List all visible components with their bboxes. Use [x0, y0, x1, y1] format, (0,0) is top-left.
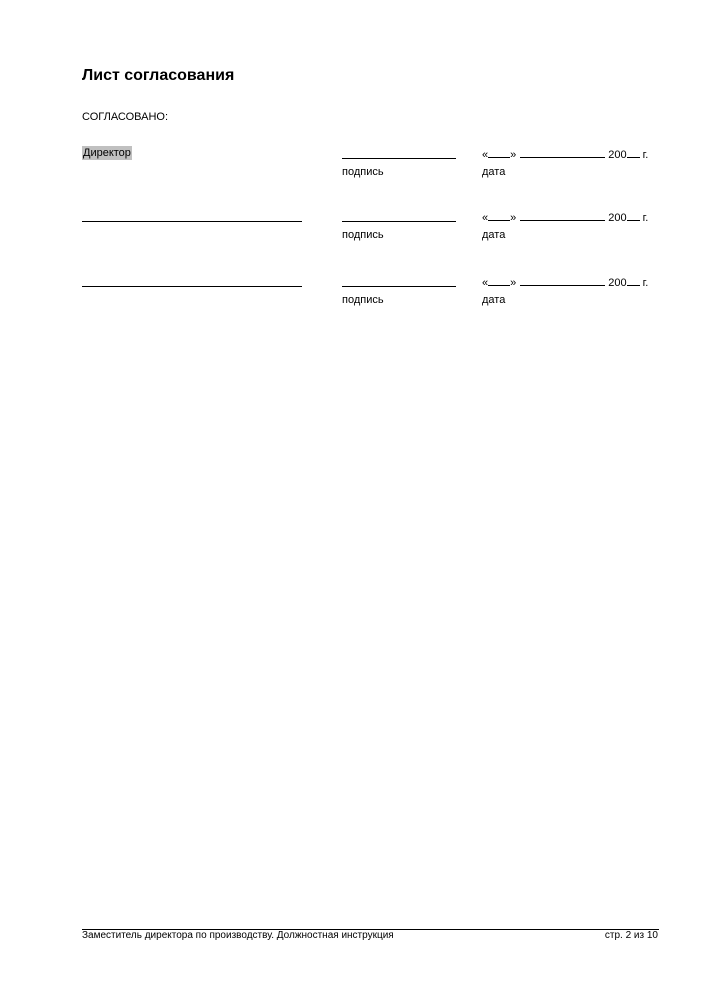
- page-title: Лист согласования: [82, 67, 235, 84]
- position-name-field[interactable]: Директор: [83, 147, 131, 159]
- day-blank[interactable]: [488, 146, 510, 158]
- open-quote: «: [482, 277, 489, 289]
- approval-row-1: [0, 146, 703, 186]
- close-quote: »: [510, 149, 517, 161]
- signature-line[interactable]: [342, 158, 456, 159]
- year-blank[interactable]: [627, 146, 640, 158]
- close-quote: »: [510, 212, 517, 224]
- date-caption: дата: [482, 166, 506, 178]
- date-line[interactable]: [482, 146, 648, 162]
- signature-caption: подпись: [342, 294, 384, 306]
- open-quote: «: [482, 212, 489, 224]
- day-blank[interactable]: [488, 274, 510, 286]
- date-line[interactable]: [482, 209, 648, 225]
- footer-page-info: стр. 2 из 10: [604, 930, 658, 941]
- year-suffix: г.: [642, 212, 649, 224]
- date-caption: дата: [482, 294, 506, 306]
- year-blank[interactable]: [627, 209, 640, 221]
- approval-row-2: [0, 209, 703, 249]
- date-line[interactable]: [482, 274, 648, 290]
- month-blank[interactable]: [520, 209, 605, 221]
- day-blank[interactable]: [488, 209, 510, 221]
- year-prefix: 200: [608, 212, 627, 224]
- signature-caption: подпись: [342, 166, 384, 178]
- close-quote: »: [510, 277, 517, 289]
- month-blank[interactable]: [520, 146, 605, 158]
- month-blank[interactable]: [520, 274, 605, 286]
- signature-line[interactable]: [342, 221, 456, 222]
- year-blank[interactable]: [627, 274, 640, 286]
- footer-document-name: Заместитель директора по производству. Должностная инструкция: [82, 930, 394, 941]
- approved-label: СОГЛАСОВАНО:: [82, 111, 169, 123]
- year-suffix: г.: [642, 277, 649, 289]
- year-suffix: г.: [642, 149, 649, 161]
- open-quote: «: [482, 149, 489, 161]
- position-line[interactable]: [82, 286, 302, 287]
- year-prefix: 200: [608, 277, 627, 289]
- date-caption: дата: [482, 229, 506, 241]
- position-line[interactable]: [82, 221, 302, 222]
- signature-line[interactable]: [342, 286, 456, 287]
- signature-caption: подпись: [342, 229, 384, 241]
- approval-row-3: [0, 274, 703, 314]
- year-prefix: 200: [608, 149, 627, 161]
